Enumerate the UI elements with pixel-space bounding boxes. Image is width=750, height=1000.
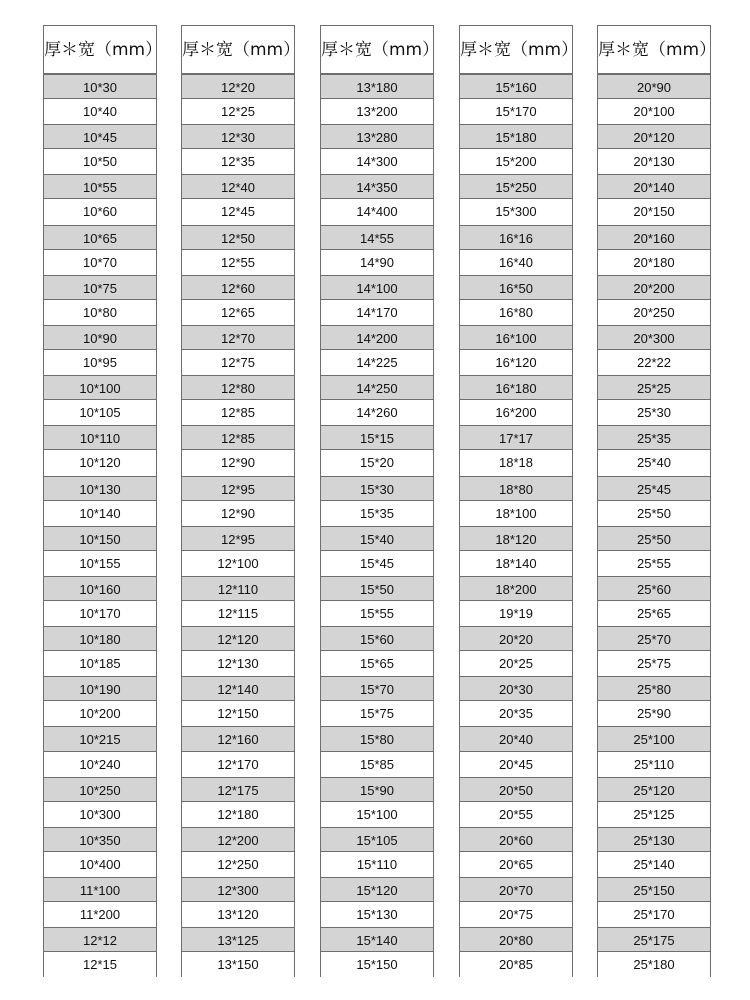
size-cell: 18*100 (495, 505, 537, 521)
size-cell: 25*50 (598, 526, 710, 551)
size-cell: 10*300 (79, 806, 121, 822)
size-cell: 15*170 (495, 104, 537, 120)
size-cell: 15*80 (321, 726, 433, 751)
size-cell: 25*180 (633, 957, 675, 973)
size-column-2 (181, 25, 301, 977)
size-cell: 10*170 (79, 605, 121, 621)
size-cell: 18*80 (460, 476, 572, 501)
size-cell: 14*55 (321, 225, 433, 250)
size-cell: 10*45 (44, 124, 156, 149)
size-cell: 16*100 (460, 325, 572, 350)
size-cell: 20*45 (499, 756, 533, 772)
size-cell: 22*22 (637, 355, 671, 371)
size-cell: 25*40 (637, 455, 671, 471)
size-cell: 16*80 (499, 304, 533, 320)
size-cell: 12*170 (217, 756, 259, 772)
column-body (460, 74, 572, 977)
size-cell: 15*50 (321, 576, 433, 601)
size-cell: 12*45 (221, 204, 255, 220)
size-cell: 15*75 (360, 706, 394, 722)
size-cell: 14*170 (356, 304, 398, 320)
size-cell: 20*100 (633, 104, 675, 120)
size-cell: 10*90 (44, 325, 156, 350)
size-cell: 20*30 (460, 676, 572, 701)
size-cell: 10*140 (79, 505, 121, 521)
size-cell: 15*300 (495, 204, 537, 220)
size-cell: 25*55 (637, 555, 671, 571)
size-cell: 12*300 (182, 877, 294, 902)
size-cell: 20*35 (499, 706, 533, 722)
size-cell: 10*350 (44, 827, 156, 852)
size-cell: 20*140 (598, 174, 710, 199)
column-body (182, 74, 294, 977)
size-cell: 15*35 (360, 505, 394, 521)
size-cell: 20*300 (598, 325, 710, 350)
size-cell: 12*95 (182, 476, 294, 501)
column-body (44, 74, 156, 977)
size-cell: 20*200 (598, 275, 710, 300)
size-cell: 11*200 (79, 907, 121, 923)
size-cell: 16*50 (460, 275, 572, 300)
column-header: 厚＊宽（mm） (598, 26, 710, 74)
size-cell: 16*16 (460, 225, 572, 250)
size-cell: 12*115 (217, 605, 259, 621)
size-cell: 13*125 (182, 927, 294, 952)
size-cell: 25*120 (598, 777, 710, 802)
size-cell: 25*65 (637, 605, 671, 621)
size-cell: 10*240 (79, 756, 121, 772)
size-cell: 25*50 (637, 505, 671, 521)
size-cell: 12*180 (217, 806, 259, 822)
size-cell: 10*155 (79, 555, 121, 571)
size-cell: 25*130 (598, 827, 710, 852)
size-cell: 18*200 (460, 576, 572, 601)
size-cell: 15*150 (356, 957, 398, 973)
size-cell: 20*75 (499, 907, 533, 923)
size-cell: 25*25 (598, 375, 710, 400)
size-cell: 10*100 (44, 375, 156, 400)
size-cell: 13*280 (321, 124, 433, 149)
size-cell: 12*250 (217, 856, 259, 872)
size-cell: 25*90 (637, 706, 671, 722)
size-cell: 12*15 (83, 957, 117, 973)
size-cell: 15*60 (321, 626, 433, 651)
size-cell: 15*100 (356, 806, 398, 822)
size-cell: 25*70 (598, 626, 710, 651)
size-cell: 10*120 (79, 455, 121, 471)
column-header: 厚＊宽（mm） (321, 26, 433, 74)
size-cell: 18*18 (499, 455, 533, 471)
size-cell: 15*30 (321, 476, 433, 501)
size-cell: 12*30 (182, 124, 294, 149)
size-column-5 (597, 25, 717, 977)
size-cell: 12*90 (221, 505, 255, 521)
size-cell: 20*130 (633, 154, 675, 170)
size-cell: 15*70 (321, 676, 433, 701)
size-cell: 15*65 (360, 656, 394, 672)
size-cell: 10*80 (83, 304, 117, 320)
size-cell: 10*180 (44, 626, 156, 651)
column-body (598, 74, 710, 977)
size-cell: 20*85 (499, 957, 533, 973)
size-cell: 15*160 (460, 74, 572, 99)
size-cell: 10*400 (79, 856, 121, 872)
size-cell: 20*120 (598, 124, 710, 149)
column-header: 厚＊宽（mm） (182, 26, 294, 74)
size-cell: 12*150 (217, 706, 259, 722)
size-cell: 14*100 (321, 275, 433, 300)
size-cell: 10*200 (79, 706, 121, 722)
size-cell: 12*75 (221, 355, 255, 371)
size-cell: 12*120 (182, 626, 294, 651)
column-header: 厚＊宽（mm） (460, 26, 572, 74)
size-column-3 (320, 25, 440, 977)
size-cell: 15*140 (321, 927, 433, 952)
size-cell: 16*120 (495, 355, 537, 371)
size-cell: 14*90 (360, 254, 394, 270)
size-cell: 14*260 (356, 405, 398, 421)
size-cell: 10*110 (44, 425, 156, 450)
size-cell: 20*180 (633, 254, 675, 270)
size-cell: 25*175 (598, 927, 710, 952)
size-cell: 10*40 (83, 104, 117, 120)
size-cell: 12*85 (221, 405, 255, 421)
size-cell: 20*70 (460, 877, 572, 902)
size-cell: 10*55 (44, 174, 156, 199)
size-cell: 20*60 (460, 827, 572, 852)
size-cell: 12*60 (182, 275, 294, 300)
size-cell: 17*17 (460, 425, 572, 450)
size-cell: 10*60 (83, 204, 117, 220)
size-cell: 14*350 (321, 174, 433, 199)
size-cell: 12*40 (182, 174, 294, 199)
size-cell: 12*90 (221, 455, 255, 471)
size-cell: 20*80 (460, 927, 572, 952)
size-cell: 13*150 (217, 957, 259, 973)
size-cell: 15*40 (321, 526, 433, 551)
size-cell: 15*105 (321, 827, 433, 852)
size-cell: 10*250 (44, 777, 156, 802)
size-cell: 10*30 (44, 74, 156, 99)
size-cell: 15*15 (321, 425, 433, 450)
size-cell: 15*180 (460, 124, 572, 149)
size-cell: 15*85 (360, 756, 394, 772)
size-cell: 25*150 (598, 877, 710, 902)
size-cell: 12*130 (217, 656, 259, 672)
size-cell: 15*45 (360, 555, 394, 571)
size-cell: 12*20 (182, 74, 294, 99)
size-cell: 25*170 (633, 907, 675, 923)
size-cell: 13*120 (217, 907, 259, 923)
size-cell: 20*160 (598, 225, 710, 250)
size-cell: 12*175 (182, 777, 294, 802)
size-cell: 14*200 (321, 325, 433, 350)
size-cell: 20*50 (460, 777, 572, 802)
size-cell: 25*100 (598, 726, 710, 751)
size-cell: 20*25 (499, 656, 533, 672)
size-cell: 10*185 (79, 656, 121, 672)
size-cell: 10*105 (79, 405, 121, 421)
size-cell: 10*190 (44, 676, 156, 701)
column-body (321, 74, 433, 977)
size-cell: 10*75 (44, 275, 156, 300)
size-cell: 15*130 (356, 907, 398, 923)
size-cell: 12*25 (221, 104, 255, 120)
size-cell: 10*65 (44, 225, 156, 250)
size-cell: 13*180 (321, 74, 433, 99)
size-cell: 20*250 (633, 304, 675, 320)
size-cell: 20*65 (499, 856, 533, 872)
column-header: 厚＊宽（mm） (44, 26, 156, 74)
size-cell: 10*160 (44, 576, 156, 601)
size-cell: 12*95 (182, 526, 294, 551)
size-cell: 20*150 (633, 204, 675, 220)
size-cell: 12*12 (44, 927, 156, 952)
size-cell: 12*35 (221, 154, 255, 170)
size-cell: 10*215 (44, 726, 156, 751)
size-cell: 10*50 (83, 154, 117, 170)
size-column-1 (43, 25, 163, 977)
size-cell: 25*140 (633, 856, 675, 872)
size-cell: 16*180 (460, 375, 572, 400)
size-cell: 12*65 (221, 304, 255, 320)
size-cell: 10*95 (83, 355, 117, 371)
size-cell: 19*19 (499, 605, 533, 621)
size-cell: 14*300 (356, 154, 398, 170)
size-cell: 12*85 (182, 425, 294, 450)
size-cell: 10*130 (44, 476, 156, 501)
size-cell: 15*250 (460, 174, 572, 199)
size-cell: 13*200 (356, 104, 398, 120)
size-cell: 25*75 (637, 656, 671, 672)
size-cell: 25*80 (598, 676, 710, 701)
size-cell: 15*55 (360, 605, 394, 621)
size-cell: 12*100 (217, 555, 259, 571)
size-cell: 14*250 (321, 375, 433, 400)
size-cell: 15*20 (360, 455, 394, 471)
size-cell: 16*40 (499, 254, 533, 270)
size-cell: 12*160 (182, 726, 294, 751)
size-cell: 25*30 (637, 405, 671, 421)
size-cell: 20*20 (460, 626, 572, 651)
size-cell: 20*90 (598, 74, 710, 99)
size-cell: 15*200 (495, 154, 537, 170)
size-cell: 15*120 (321, 877, 433, 902)
size-cell: 12*55 (221, 254, 255, 270)
size-cell: 20*55 (499, 806, 533, 822)
size-cell: 18*120 (460, 526, 572, 551)
size-cell: 10*70 (83, 254, 117, 270)
size-cell: 25*35 (598, 425, 710, 450)
size-cell: 25*60 (598, 576, 710, 601)
size-column-4 (459, 25, 579, 977)
size-cell: 12*200 (182, 827, 294, 852)
size-cell: 25*125 (633, 806, 675, 822)
size-cell: 20*40 (460, 726, 572, 751)
size-cell: 12*50 (182, 225, 294, 250)
size-cell: 15*110 (356, 856, 398, 872)
size-cell: 18*140 (495, 555, 537, 571)
size-cell: 12*110 (182, 576, 294, 601)
size-cell: 14*225 (356, 355, 398, 371)
size-cell: 12*70 (182, 325, 294, 350)
size-cell: 10*150 (44, 526, 156, 551)
size-cell: 16*200 (495, 405, 537, 421)
size-cell: 15*90 (321, 777, 433, 802)
size-cell: 25*110 (633, 756, 675, 772)
size-cell: 25*45 (598, 476, 710, 501)
size-cell: 14*400 (356, 204, 398, 220)
size-cell: 11*100 (44, 877, 156, 902)
size-cell: 12*80 (182, 375, 294, 400)
size-cell: 12*140 (182, 676, 294, 701)
